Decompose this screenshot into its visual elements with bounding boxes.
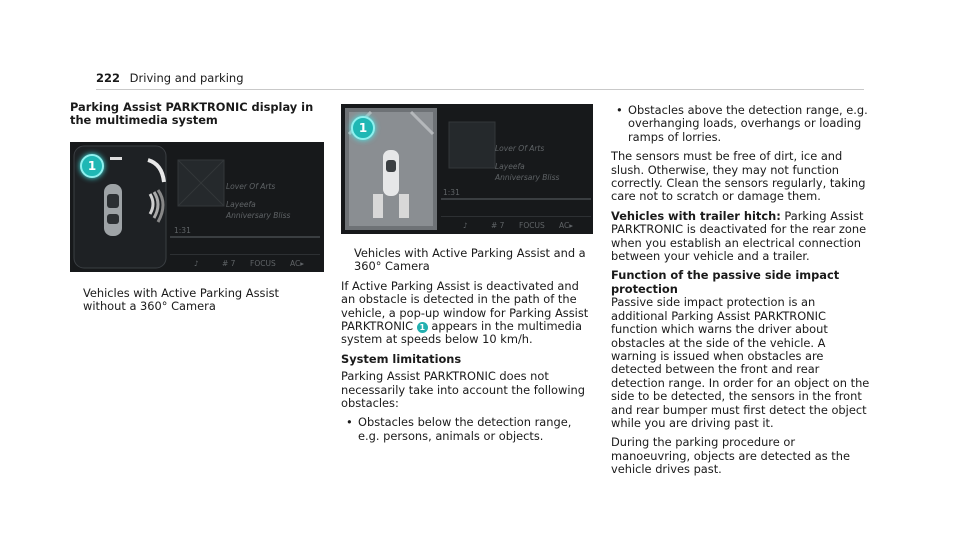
media-control-4: AC▸ bbox=[559, 221, 574, 230]
sensors-paragraph: The sensors must be free of dirt, ice and slush. Otherwise, they may not function correctly. Clean the sensors regularly, taking care not to scratch or damage them. bbox=[611, 149, 866, 204]
deactivated-text-b: appears in the multimedia system at speeds below 10 km/h. bbox=[341, 319, 582, 347]
artist-name: Layeefa bbox=[226, 199, 256, 209]
list-item-text: Obstacles below the detection range, e.g. persons, animals or objects. bbox=[358, 415, 572, 443]
album-name: Anniversary Bliss bbox=[226, 210, 291, 220]
image-caption: Vehicles with Active Parking Assist without a 360° Camera bbox=[83, 285, 280, 314]
column-1 bbox=[70, 101, 324, 314]
section-title: Driving and parking bbox=[129, 71, 244, 85]
header-divider bbox=[96, 89, 864, 90]
bullet-icon: • bbox=[346, 415, 353, 430]
system-limitations-heading: System limitations bbox=[341, 351, 462, 366]
media-control-3: FOCUS bbox=[250, 258, 276, 268]
track-title: Lover Of Arts bbox=[495, 144, 545, 153]
section-heading: Parking Assist PARKTRONIC display in the multimedia system bbox=[70, 100, 314, 128]
trailer-label: Vehicles with trailer hitch: bbox=[611, 208, 781, 223]
media-control-2: # 7 bbox=[222, 258, 236, 268]
column-2 bbox=[341, 104, 593, 443]
track-time: 1:31 bbox=[443, 188, 460, 197]
side-impact-paragraph: Passive side impact protection is an additional Parking Assist PARKTRONIC function which warns the driver about obstacles at the side of the vehicle. A warning is issued when obstacles are detected between the front and rear detection range. In order for an object on the side to be detected, the sensors in the front and rear bumper must first detect the object while you are driving past it. bbox=[611, 295, 870, 430]
track-title: Lover Of Arts bbox=[226, 181, 276, 191]
screen-image-without-camera bbox=[70, 142, 324, 272]
parking-procedure-paragraph: During the parking procedure or manoeuvring, objects are detected as the vehicle drives past. bbox=[611, 435, 850, 477]
deactivated-paragraph bbox=[341, 280, 593, 347]
system-limitations-text: Parking Assist PARKTRONIC does not necessarily take into account the following obstacles: bbox=[341, 369, 585, 411]
page-header bbox=[96, 71, 244, 85]
media-control-3: FOCUS bbox=[519, 221, 545, 230]
screen-image-with-camera bbox=[341, 104, 593, 234]
column-3 bbox=[611, 104, 873, 477]
album-name: Anniversary Bliss bbox=[495, 173, 560, 182]
artist-name: Layeefa bbox=[495, 162, 525, 171]
parking-display-graphic bbox=[70, 142, 324, 272]
side-impact-heading: Function of the passive side impact protection bbox=[611, 268, 840, 296]
media-control-2: # 7 bbox=[491, 221, 505, 230]
list-item-text: Obstacles above the detection range, e.g. overhanging loads, overhangs or loading ramps of lorries. bbox=[628, 103, 868, 144]
callout-badge: 1 bbox=[80, 154, 104, 178]
callout-badge: 1 bbox=[351, 116, 375, 140]
deactivated-text-a: If Active Parking Assist is deactivated and an obstacle is detected in the path of the vehicle, a pop-up window for Parking Assist PARKTRONIC bbox=[341, 278, 589, 334]
track-time: 1:31 bbox=[174, 225, 191, 235]
list-item bbox=[611, 104, 873, 144]
page-number: 222 bbox=[96, 71, 121, 85]
camera-display-graphic bbox=[341, 104, 593, 234]
media-control-4: AC▸ bbox=[290, 258, 305, 268]
trailer-text: Parking Assist PARKTRONIC is deactivated for the rear zone when you establish an electrical connection between your vehicle and a trailer. bbox=[611, 208, 867, 264]
trailer-paragraph bbox=[611, 210, 873, 264]
image-caption: Vehicles with Active Parking Assist and a 360° Camera bbox=[354, 246, 586, 274]
media-control-1: ♪ bbox=[463, 221, 468, 230]
list-item bbox=[341, 416, 593, 443]
media-control-1: ♪ bbox=[194, 258, 199, 268]
inline-callout-badge: 1 bbox=[417, 322, 428, 333]
bullet-icon: • bbox=[616, 103, 623, 117]
